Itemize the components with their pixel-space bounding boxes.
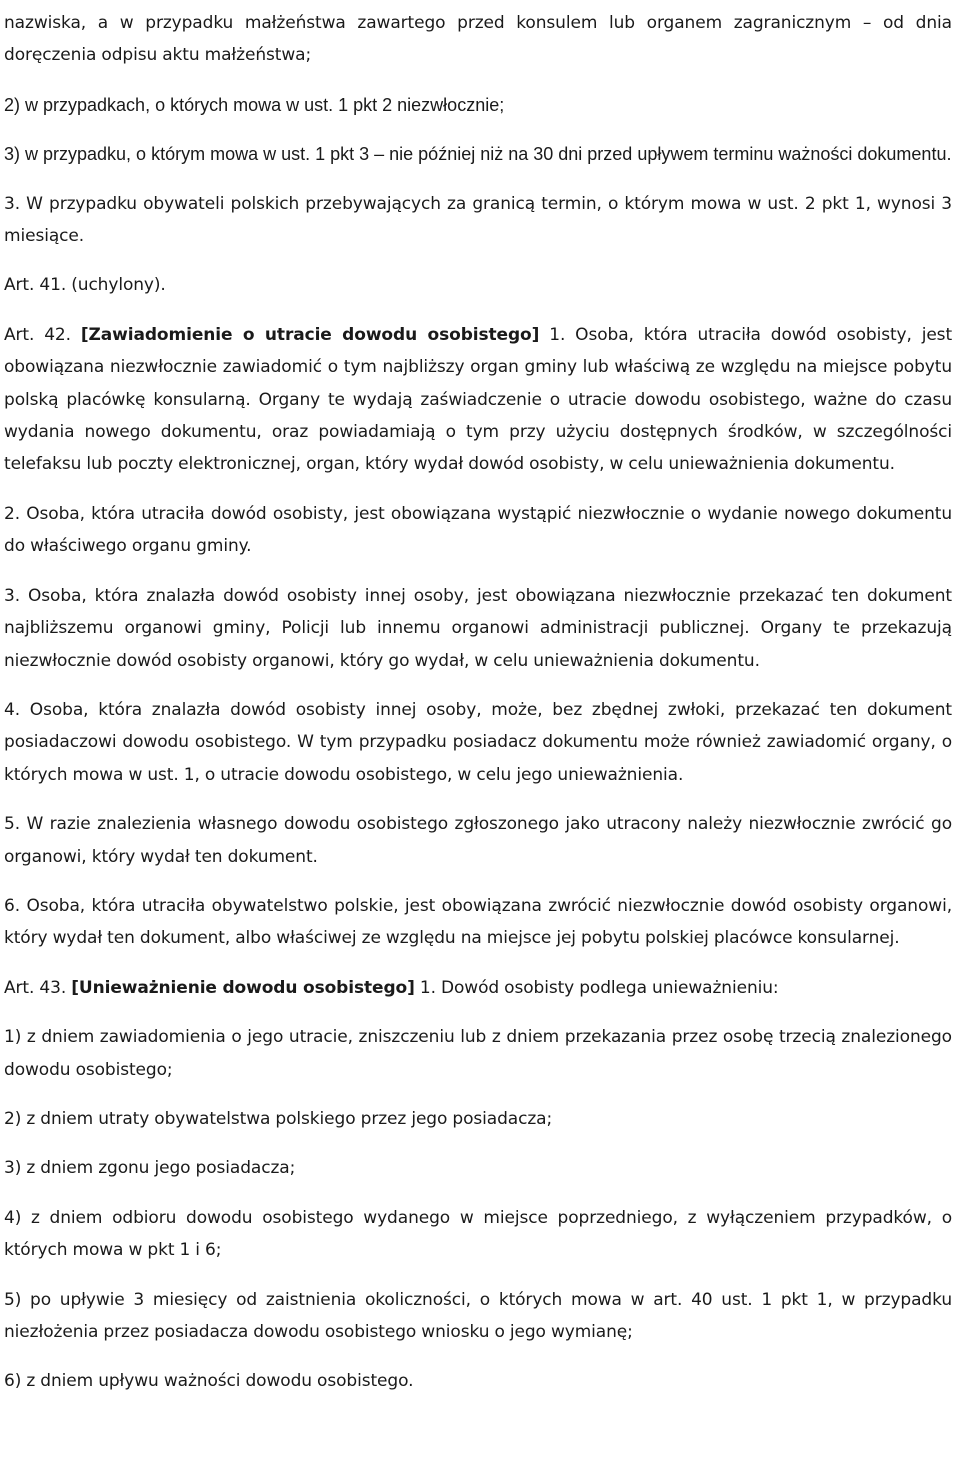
article-title: [Unieważnienie dowodu osobistego] [71,977,415,998]
paragraph-ust-3: 3. W przypadku obywateli polskich przebywających za granicą termin, o którym mowa w ust. 2 pkt 1, wynosi 3 miesiące. [4,193,952,247]
paragraph-point-3: 3) w przypadku, o którym mowa w ust. 1 pkt 3 – nie później niż na 30 dni przed upływem terminu ważności dokumentu. [4,144,952,165]
article-number: Art. 42. [4,324,81,345]
paragraph-art-43-point-5: 5) po upływie 3 miesięcy od zaistnienia okoliczności, o których mowa w art. 40 ust. 1 pkt 1, w przypadku niezłożenia przez posiadacza dowodu osobistego wniosku o jego wymianę; [4,1289,952,1342]
document-page [4,7,952,1415]
article-body: 1. Dowód osobisty podlega unieważnieniu: [414,977,779,998]
paragraph-art-43-point-3: 3) z dniem zgonu jego posiadacza; [4,1158,296,1179]
paragraph-art-42-ust-4: 4. Osoba, która znalazła dowód osobisty innej osoby, może, bez zbędnej zwłoki, przekazać ten dokument posiadaczowi dowodu osobistego. W tym przypadku posiadacz dokumentu może również zawiadomić organy, o których mowa w ust. 1, o utracie dowodu osobistego, w celu jego unieważnienia. [4,699,952,785]
paragraph-art-43-point-4: 4) z dniem odbioru dowodu osobistego wydanego w miejsce poprzedniego, z wyłączeniem przypadków, o których mowa w pkt 1 i 6; [4,1207,952,1261]
paragraph-art-43-point-6: 6) z dniem upływu ważności dowodu osobistego. [4,1371,414,1392]
article-body: 1. Osoba, która utraciła dowód osobisty, jest obowiązana niezwłocznie zawiadomić o tym najbliższy organ gminy lub właściwą ze względu na miejsce pobytu polską placówkę konsularną. Organy te wydają zaświadczenie o utracie dowodu osobistego, ważne do czasu wydania nowego dokumentu, oraz powiadamiają o tym przy użyciu dostępnych środków, w szczególności telefaksu lub poczty elektronicznej, organ, który wydał dowód osobisty, w celu unieważnienia dokumentu. [4,324,953,475]
paragraph-art-43-point-1: 1) z dniem zawiadomienia o jego utracie, zniszczeniu lub z dniem przekazania przez osobę trzecią znalezionego dowodu osobistego; [4,1027,952,1080]
paragraph-art-43-point-2: 2) z dniem utraty obywatelstwa polskiego przez jego posiadacza; [4,1108,553,1129]
paragraph-art-41: Art. 41. (uchylony). [4,275,166,296]
paragraph-art-42-ust-3: 3. Osoba, która znalazła dowód osobisty innej osoby, jest obowiązana niezwłocznie przekazać ten dokument najbliższemu organowi gminy, Policji lub innemu organowi administracji publicznej. Organy te przekazują niezwłocznie dowód osobisty organowi, który go wydał, w celu unieważnienia dokumentu. [4,585,952,671]
article-title: [Zawiadomienie o utracie dowodu osobistego] [80,324,540,345]
paragraph-art-42 [4,319,952,481]
paragraph-art-43 [4,972,952,1004]
paragraph-point-2: 2) w przypadkach, o których mowa w ust. 1 pkt 2 niezwłocznie; [4,94,505,115]
paragraph-continuation: nazwiska, a w przypadku małżeństwa zawartego przed konsulem lub organem zagranicznym – od dnia doręczenia odpisu aktu małżeństwa; [4,13,952,66]
article-number: Art. 43. [4,977,72,998]
paragraph-art-42-ust-5: 5. W razie znalezienia własnego dowodu osobistego zgłoszonego jako utracony należy niezwłocznie zwrócić go organowi, który wydał ten dokument. [4,814,952,867]
paragraph-art-42-ust-6: 6. Osoba, która utraciła obywatelstwo polskie, jest obowiązana zwrócić niezwłocznie dowód osobisty organowi, który wydał ten dokument, albo właściwej ze względu na miejsce jej pobytu polskiej placówce konsularnej. [4,895,952,949]
paragraph-art-42-ust-2: 2. Osoba, która utraciła dowód osobisty, jest obowiązana wystąpić niezwłocznie o wydanie nowego dokumentu do właściwego organu gminy. [4,503,952,557]
